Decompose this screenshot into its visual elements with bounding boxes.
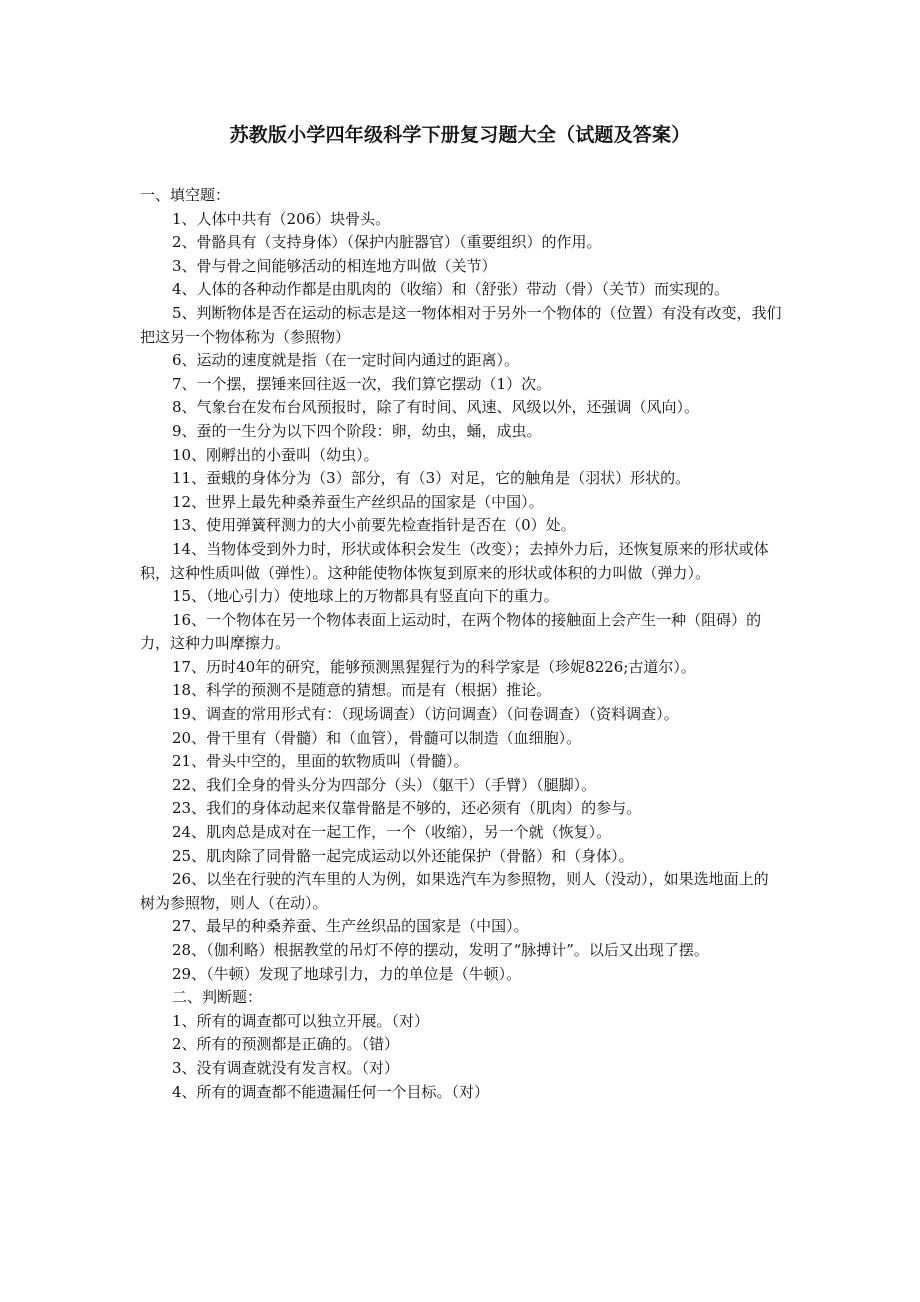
document-title: 苏教版小学四年级科学下册复习题大全（试题及答案） xyxy=(229,124,691,146)
fill-blank-item: 26、以坐在行驶的汽车里的人为例，如果选汽车为参照物，则人（没动），如果选地面上的树为参照物，则人（在动）。 xyxy=(140,870,769,912)
judgement-item: 2、所有的预测都是正确的。（错） xyxy=(172,1035,400,1054)
fill-blank-item: 21、骨头中空的，里面的软物质叫（骨髓）。 xyxy=(172,752,469,771)
fill-blank-item: 17、历时40年的研究，能够预测黑猩猩行为的科学家是（珍妮8226;古道尔）。 xyxy=(172,657,696,676)
fill-blank-item: 12、世界上最先种桑养蚕生产丝织品的国家是（中国）。 xyxy=(172,492,544,511)
fill-blank-item: 1、人体中共有（206）块骨头。 xyxy=(172,209,391,228)
judgement-item: 4、所有的调查都不能遗漏任何一个目标。（对） xyxy=(172,1082,490,1101)
fill-blank-item: 9、蚕的一生分为以下四个阶段：卵，幼虫，蛹，成虫。 xyxy=(172,421,542,440)
fill-blank-item: 15、（地心引力）使地球上的万物都具有竖直向下的重力。 xyxy=(172,587,559,606)
fill-blank-item: 6、运动的速度就是指（在一定时间内通过的距离）。 xyxy=(172,351,520,370)
fill-blank-item: 28、（伽利略）根据教堂的吊灯不停的摆动，发明了“脉搏计”。以后又出现了摆。 xyxy=(172,941,709,959)
fill-blank-item: 29、（牛顿）发现了地球引力，力的单位是（牛顿）。 xyxy=(172,964,522,983)
fill-blank-item: 27、最早的种桑养蚕、生产丝织品的国家是（中国）。 xyxy=(172,917,529,936)
fill-blank-item: 4、人体的各种动作都是由肌肉的（收缩）和（舒张）带动（骨）（关节）而实现的。 xyxy=(172,280,730,299)
fill-blank-item: 25、肌肉除了同骨骼一起完成运动以外还能保护（骨骼）和（身体）。 xyxy=(172,846,634,865)
fill-blank-item: 23、我们的身体动起来仅靠骨骼是不够的，还必须有（肌肉）的参与。 xyxy=(172,799,642,818)
fill-blank-item: 3、骨与骨之间能够活动的相连地方叫做（关节） xyxy=(172,256,497,275)
document-body xyxy=(140,184,782,1104)
judgement-item: 3、没有调查就没有发言权。（对） xyxy=(172,1058,400,1077)
fill-blank-item: 13、使用弹簧秤测力的大小前要先检查指针是否在（0）处。 xyxy=(172,516,576,535)
fill-blank-item: 8、气象台在发布台风预报时，除了有时间、风速、风级以外，还强调（风向）。 xyxy=(172,398,700,417)
fill-blank-item: 5、判断物体是否在运动的标志是这一物体相对于另外一个物体的（位置）有没有改变，我们把这另一个物体称为（参照物） xyxy=(140,303,782,346)
fill-blank-item: 11、蚕蛾的身体分为（3）部分，有（3）对足，它的触角是（羽状）形状的。 xyxy=(172,469,691,488)
fill-blank-item: 20、骨干里有（骨髓）和（血管），骨髓可以制造（血细胞）。 xyxy=(172,728,582,747)
fill-blank-item: 22、我们全身的骨头分为四部分（头）（躯干）（手臂）（腿脚）。 xyxy=(172,775,597,794)
fill-blank-item: 18、科学的预测不是随意的猜想。而是有（根据）推论。 xyxy=(172,681,552,700)
judgement-item: 1、所有的调查都可以独立开展。（对） xyxy=(172,1011,430,1030)
fill-blank-item: 2、骨骼具有（支持身体）（保护内脏器官）（重要组织）的作用。 xyxy=(172,233,602,252)
fill-blank-item: 19、调查的常用形式有：（现场调查）（访问调查）（问卷调查）（资料调查）。 xyxy=(172,705,679,724)
fill-blank-item: 14、当物体受到外力时，形状或体积会发生（改变）；去掉外力后，还恢复原来的形状或体积，这种性质叫做（弹性）。这种能使物体恢复到原来的形状或体积的力叫做（弹力）。 xyxy=(140,539,769,582)
section-heading-judgement: 二、判断题： xyxy=(172,988,263,1007)
fill-blank-item: 24、肌肉总是成对在一起工作，一个（收缩），另一个就（恢复）。 xyxy=(172,823,612,842)
section-heading-fill-blank: 一、填空题： xyxy=(140,186,231,204)
fill-blank-item: 7、一个摆，摆锤来回往返一次，我们算它摆动（1）次。 xyxy=(172,374,552,393)
fill-blank-item: 10、刚孵出的小蚕叫（幼虫）。 xyxy=(172,445,379,464)
fill-blank-item: 16、一个物体在另一个物体表面上运动时，在两个物体的接触面上会产生一种（阻碍）的力，这种力叫摩擦力。 xyxy=(140,610,762,653)
